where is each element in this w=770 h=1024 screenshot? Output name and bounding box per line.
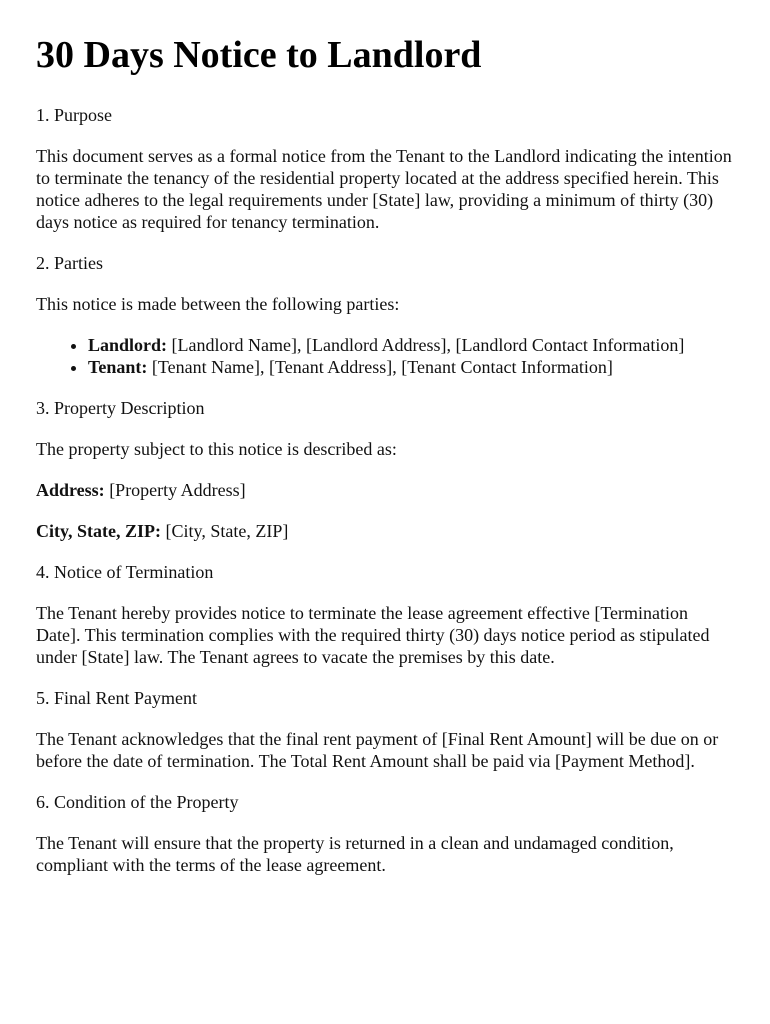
property-city: [36, 520, 734, 542]
section-heading-property: 3. Property Description: [36, 397, 205, 418]
parties-list: [36, 334, 734, 378]
property-intro: The property subject to this notice is described as:: [36, 438, 397, 459]
condition-body: The Tenant will ensure that the property is returned in a clean and undamaged condition, compliant with the terms of the lease agreement.: [36, 832, 674, 875]
party-value-landlord: [Landlord Name], [Landlord Address], [Landlord Contact Information]: [167, 334, 685, 355]
party-label-landlord: Landlord:: [88, 334, 168, 355]
section-heading-rent: 5. Final Rent Payment: [36, 687, 197, 708]
termination-body: The Tenant hereby provides notice to terminate the lease agreement effective [Termination Date]. This termination complies with the required thirty (30) days notice period as stipulated under [State] law. The Tenant agrees to vacate the premises by this date.: [36, 602, 710, 667]
rent-body: The Tenant acknowledges that the final rent payment of [Final Rent Amount] will be due on or before the date of termination. The Total Rent Amount shall be paid via [Payment Method].: [36, 728, 719, 771]
purpose-body: This document serves as a formal notice from the Tenant to the Landlord indicating the intention to terminate the tenancy of the residential property located at the address specified herein. This notice adheres to the legal requirements under [State] law, providing a minimum of thirty (30) days notice as required for tenancy termination.: [36, 145, 732, 232]
document-title: 30 Days Notice to Landlord: [36, 34, 482, 76]
property-address-label: Address:: [36, 479, 105, 500]
property-address-value: [Property Address]: [104, 479, 246, 500]
section-heading-purpose: 1. Purpose: [36, 104, 112, 125]
property-city-value: [City, State, ZIP]: [161, 520, 289, 541]
property-city-label: City, State, ZIP:: [36, 520, 161, 541]
section-heading-parties: 2. Parties: [36, 252, 103, 273]
section-heading-termination: 4. Notice of Termination: [36, 561, 214, 582]
parties-intro: This notice is made between the following parties:: [36, 293, 400, 314]
party-value-tenant: [Tenant Name], [Tenant Address], [Tenant Contact Information]: [147, 356, 613, 377]
property-address: [36, 479, 734, 501]
party-item-landlord: [88, 334, 734, 356]
party-item-tenant: [88, 356, 734, 378]
party-label-tenant: Tenant:: [88, 356, 148, 377]
section-heading-condition: 6. Condition of the Property: [36, 791, 239, 812]
